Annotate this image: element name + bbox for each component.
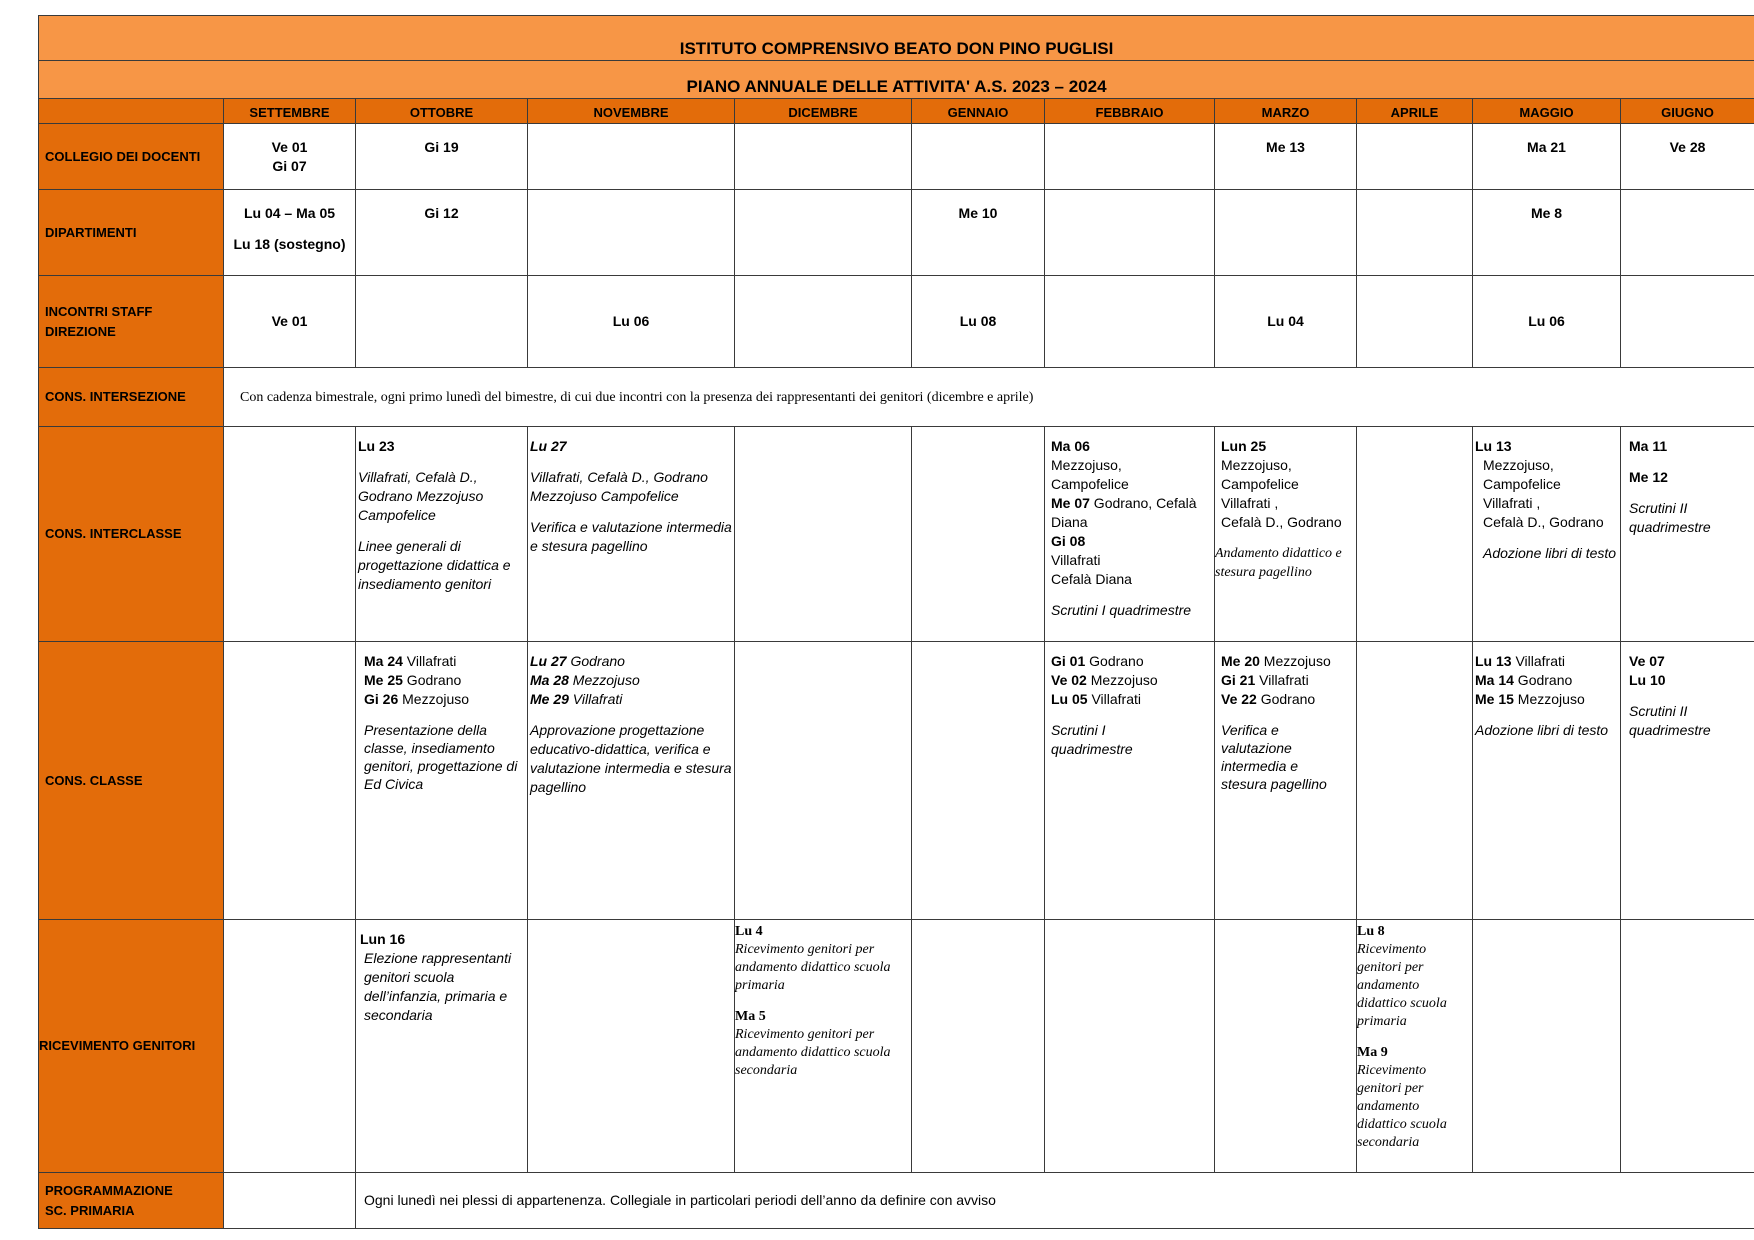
row-label-line: INCONTRI STAFF [45,303,153,319]
plesso: Mezzojuso [398,691,470,707]
plesso: Villafrati [1051,552,1101,568]
row-label: COLLEGIO DEI DOCENTI [39,124,224,190]
note: Ricevimento genitori per andamento didattico scuola primaria [735,942,891,993]
cell-gennaio: Me 10 [912,190,1045,276]
note: Verifica e valutazione intermedia e stesura pagellino [530,519,732,554]
cell-marzo [1215,920,1357,1173]
month-header: GENNAIO [912,99,1045,124]
row-label-line: SC. PRIMARIA [45,1202,135,1218]
date: Gi 26 [364,691,399,707]
plesso: Mezzojuso [568,672,640,688]
cell-gennaio [912,642,1045,920]
note: Ricevimento genitori per andamento didattico scuola secondaria [735,1027,891,1078]
cell-dicembre [735,920,912,1173]
date: Ma 5 [735,1009,766,1024]
activity-plan-table [38,15,1754,1229]
cell-dicembre [735,276,912,368]
cell-aprile [1357,427,1473,642]
plesso: Campofelice [1051,476,1129,492]
plesso: Godrano [1513,672,1573,688]
date: Me 07 [1051,495,1090,511]
row-programmazione [39,1173,1754,1229]
cell-settembre [224,920,356,1173]
plesso: Cefalà Diana [1051,571,1132,587]
row-label [39,1173,224,1229]
date: Me 25 [364,672,403,688]
cell-giugno [1621,276,1754,368]
row-label-line: PROGRAMMAZIONE [45,1182,173,1198]
date: Me 20 [1221,653,1260,669]
month-header: NOVEMBRE [528,99,735,124]
row-dipartimenti [39,190,1754,276]
cell-dicembre [735,124,912,190]
plessi: Villafrati, Cefalà D., Godrano Mezzojuso Campofelice [530,469,708,504]
date: Me 12 [1629,469,1668,485]
cell-febbraio [1045,190,1215,276]
plesso: Villafrati [1255,672,1309,688]
cell-maggio: Ma 21 [1473,124,1621,190]
plesso: Mezzojuso [1086,672,1158,688]
date: Lu 27 [530,438,567,454]
note: Ricevimento genitori per andamento didattico scuola primaria [1357,942,1447,1029]
row-label: CONS. INTERSEZIONE [39,368,224,427]
note: Adozione libri di testo [1483,545,1617,561]
date: Lu 4 [735,924,763,939]
cell-giugno [1621,920,1754,1173]
date: Gi 07 [272,158,307,174]
plesso: Cefalà D., Godrano [1221,514,1342,530]
cell-maggio: Lu 06 [1473,276,1621,368]
programmazione-text: Ogni lunedì nei plessi di appartenenza. Collegiale in particolari periodi dell’anno da definire con avviso [356,1173,1754,1229]
plesso: Godrano [1085,653,1144,669]
cell-settembre [224,190,356,276]
cell-gennaio [912,427,1045,642]
date: Lu 8 [1357,924,1385,939]
corner-cell [39,99,224,124]
plesso: Mezzojuso, [1483,457,1554,473]
cell-gennaio [912,920,1045,1173]
plesso: Godrano [402,672,462,688]
plesso: Cefalà D., Godrano [1483,514,1604,530]
cell-aprile [1357,124,1473,190]
note: Scrutini II quadrimestre [1629,703,1711,738]
cell-ottobre: Gi 12 [356,190,528,276]
activity-plan-sheet [38,15,1754,1229]
cell-settembre [224,124,356,190]
note: Scrutini I quadrimestre [1051,722,1133,757]
cell-maggio [1473,642,1621,920]
date: Gi 21 [1221,672,1256,688]
cell-marzo: Lu 04 [1215,276,1357,368]
month-header: DICEMBRE [735,99,912,124]
date: Ma 9 [1357,1045,1388,1060]
note: Linee generali di progettazione didattica e insediamento genitori [358,538,511,592]
row-intersezione [39,368,1754,427]
plesso: Campofelice [1483,476,1561,492]
row-label-line: DIREZIONE [45,323,116,339]
date: Lu 05 [1051,691,1088,707]
month-header: MAGGIO [1473,99,1621,124]
plesso: Godrano [566,653,625,669]
date: Ve 01 [271,139,308,155]
plesso: Villafrati [402,653,457,669]
month-header: SETTEMBRE [224,99,356,124]
row-label: RICEVIMENTO GENITORI [39,920,224,1173]
plesso: Villafrati [1511,653,1566,669]
cell-giugno: Ve 28 [1621,124,1754,190]
cell-settembre [224,427,356,642]
cell-aprile [1357,190,1473,276]
cell-aprile [1357,642,1473,920]
row-label [39,276,224,368]
date: Lu 23 [358,438,395,454]
cell-settembre [224,1173,356,1229]
plesso: Villafrati , [1483,495,1541,511]
plesso: Mezzojuso [1259,653,1331,669]
date: Gi 08 [1051,533,1086,549]
plesso: Mezzojuso [1513,691,1585,707]
plesso: Villafrati [1087,691,1142,707]
row-label: CONS. INTERCLASSE [39,427,224,642]
cell-ottobre [356,920,528,1173]
date: Lu 13 [1475,653,1512,669]
note: Approvazione progettazione educativo-didattica, verifica e valutazione intermedia e stesura pagellino [530,722,732,795]
plesso: Mezzojuso, [1051,457,1122,473]
cell-novembre: Lu 06 [528,276,735,368]
row-staff [39,276,1754,368]
cell-marzo: Me 13 [1215,124,1357,190]
note: Andamento didattico e stesura pagellino [1215,546,1342,580]
row-label: DIPARTIMENTI [39,190,224,276]
cell-settembre: Ve 01 [224,276,356,368]
plesso: Mezzojuso, [1221,457,1292,473]
cell-novembre [528,642,735,920]
plesso: Villafrati , [1221,495,1279,511]
school-title: ISTITUTO COMPRENSIVO BEATO DON PINO PUGLISI [39,16,1754,61]
cell-ottobre [356,642,528,920]
row-ricevimento [39,920,1754,1173]
plesso: Godrano, Cefalà Diana [1051,495,1197,530]
note: Elezione rappresentanti genitori scuola dell’infanzia, primaria e secondaria [364,950,512,1023]
cell-ottobre [356,427,528,642]
date: Ve 07 [1629,653,1665,669]
cell-gennaio [912,124,1045,190]
cell-settembre [224,642,356,920]
note: Verifica e valutazione intermedia e stesura pagellino [1221,722,1327,792]
date: Ma 24 [364,653,403,669]
note: Scrutini I quadrimestre [1051,602,1192,618]
cell-marzo [1215,642,1357,920]
date: Ma 11 [1629,438,1668,454]
cell-dicembre [735,642,912,920]
date: Gi 01 [1051,653,1086,669]
cell-gennaio: Lu 08 [912,276,1045,368]
cell-febbraio [1045,642,1215,920]
date: Me 15 [1475,691,1514,707]
date: Lu 13 [1475,438,1512,454]
plan-title: PIANO ANNUALE DELLE ATTIVITA' A.S. 2023 – 2024 [39,61,1754,99]
cell-aprile [1357,920,1473,1173]
cell-giugno [1621,642,1754,920]
date: Ve 02 [1051,672,1087,688]
cell-febbraio [1045,427,1215,642]
month-header: MARZO [1215,99,1357,124]
cell-febbraio [1045,124,1215,190]
cell-maggio: Me 8 [1473,190,1621,276]
date: Ma 28 [530,672,569,688]
cell-marzo [1215,190,1357,276]
row-label: CONS. CLASSE [39,642,224,920]
month-header: OTTOBRE [356,99,528,124]
cell-novembre [528,427,735,642]
date: Ma 14 [1475,672,1514,688]
cell-giugno [1621,190,1754,276]
note: Ricevimento genitori per andamento didattico scuola secondaria [1357,1063,1447,1150]
row-interclasse [39,427,1754,642]
cell-novembre [528,920,735,1173]
cell-aprile [1357,276,1473,368]
cell-marzo [1215,427,1357,642]
cell-novembre [528,190,735,276]
month-header: GIUGNO [1621,99,1754,124]
cell-novembre [528,124,735,190]
cell-febbraio [1045,920,1215,1173]
row-classe [39,642,1754,920]
cell-ottobre: Gi 19 [356,124,528,190]
cell-giugno [1621,427,1754,642]
date: Lun 16 [360,931,406,947]
note: Presentazione della classe, insediamento genitori, progettazione di Ed Civica [364,722,518,792]
date: Ma 06 [1051,438,1090,454]
date: Lu 18 (sostegno) [233,236,346,252]
date: Me 29 [530,691,569,707]
cell-dicembre [735,427,912,642]
cell-maggio [1473,920,1621,1173]
plessi: Villafrati, Cefalà D., Godrano Mezzojuso Campofelice [358,469,484,523]
intersezione-text: Con cadenza bimestrale, ogni primo lunedì del bimestre, di cui due incontri con la presenza dei rappresentanti dei genitori (dicembre e aprile) [224,368,1754,427]
date: Lu 04 – Ma 05 [243,205,336,221]
month-header: FEBBRAIO [1045,99,1215,124]
month-header-row [39,99,1754,124]
note: Adozione libri di testo [1475,722,1609,738]
date: Ve 22 [1221,691,1257,707]
cell-febbraio [1045,276,1215,368]
plesso: Godrano [1256,691,1316,707]
row-collegio [39,124,1754,190]
date: Lu 10 [1629,672,1666,688]
plesso: Villafrati [568,691,623,707]
note: Scrutini II quadrimestre [1629,500,1711,535]
date: Lu 27 [530,653,567,669]
plesso: Campofelice [1221,476,1299,492]
cell-dicembre [735,190,912,276]
cell-maggio [1473,427,1621,642]
cell-ottobre [356,276,528,368]
date: Lun 25 [1221,438,1267,454]
month-header: APRILE [1357,99,1473,124]
